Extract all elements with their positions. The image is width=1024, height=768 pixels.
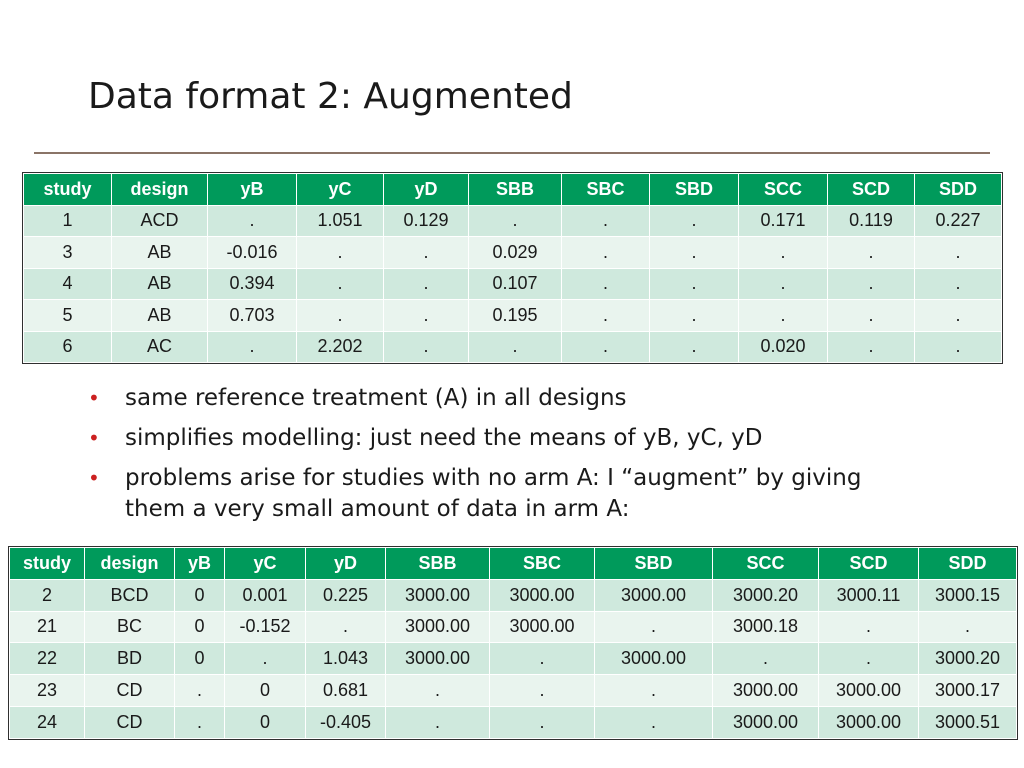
column-header-sbb: SBB (469, 174, 562, 206)
table-cell: . (739, 300, 828, 332)
table-cell: 0.225 (306, 579, 386, 611)
table-cell: 0.227 (915, 205, 1002, 237)
table-cell: . (650, 205, 739, 237)
table-cell: . (650, 300, 739, 332)
table-cell: CD (85, 706, 175, 738)
table-cell: . (828, 300, 915, 332)
table-cell: . (386, 675, 490, 707)
table-cell: AB (112, 300, 208, 332)
column-header-yd: yD (306, 548, 386, 580)
table-cell: BCD (85, 579, 175, 611)
column-header-design: design (112, 174, 208, 206)
table-cell: 0.681 (306, 675, 386, 707)
table-row (24, 237, 1002, 269)
table-cell: 22 (10, 643, 85, 675)
column-header-yc: yC (297, 174, 384, 206)
table-cell: . (595, 706, 713, 738)
column-header-sbc: SBC (562, 174, 650, 206)
table-cell: 1 (24, 205, 112, 237)
column-header-scc: SCC (739, 174, 828, 206)
table-cell: 3000.17 (919, 675, 1017, 707)
table-cell: . (828, 331, 915, 363)
table-cell: . (915, 331, 1002, 363)
table-cell: . (739, 268, 828, 300)
table-cell: . (915, 300, 1002, 332)
table-cell: . (490, 643, 595, 675)
table-cell: BD (85, 643, 175, 675)
augmented-studies-table (9, 547, 1017, 739)
table-row (10, 675, 1017, 707)
table-cell: . (819, 643, 919, 675)
table-cell: 3000.00 (386, 579, 490, 611)
table-cell: . (915, 268, 1002, 300)
table-cell: 0.394 (208, 268, 297, 300)
table-cell: . (490, 706, 595, 738)
table-cell: 0.119 (828, 205, 915, 237)
table-cell: 0 (225, 706, 306, 738)
table-cell: . (713, 643, 819, 675)
table-cell: . (562, 237, 650, 269)
table-cell: 0.703 (208, 300, 297, 332)
column-header-sbd: SBD (595, 548, 713, 580)
column-header-study: study (10, 548, 85, 580)
table-cell: . (650, 237, 739, 269)
table-cell: 0.129 (384, 205, 469, 237)
table-cell: . (919, 611, 1017, 643)
table-cell: 0 (175, 611, 225, 643)
column-header-yd: yD (384, 174, 469, 206)
table-cell: . (297, 237, 384, 269)
table-cell: 3000.00 (819, 706, 919, 738)
column-header-sbc: SBC (490, 548, 595, 580)
table-cell: 0.171 (739, 205, 828, 237)
table-cell: 3000.00 (713, 675, 819, 707)
table-cell: 24 (10, 706, 85, 738)
bullet-text: simplifies modelling: just need the means of yB, yC, yD (125, 425, 763, 451)
table-cell: . (208, 205, 297, 237)
table-cell: 3000.00 (595, 579, 713, 611)
table-cell: 1.051 (297, 205, 384, 237)
table-cell: 3000.00 (819, 675, 919, 707)
table-cell: . (175, 675, 225, 707)
table-cell: . (384, 300, 469, 332)
table-cell: . (828, 268, 915, 300)
table-cell: . (562, 331, 650, 363)
table-cell: 3000.00 (490, 579, 595, 611)
bullet-icon: • (88, 386, 100, 410)
table-cell: AC (112, 331, 208, 363)
bullet-icon: • (88, 466, 100, 490)
column-header-sbd: SBD (650, 174, 739, 206)
table-cell: 6 (24, 331, 112, 363)
table-cell: CD (85, 675, 175, 707)
table-cell: 0.020 (739, 331, 828, 363)
table-cell: AB (112, 268, 208, 300)
table-cell: 3000.00 (595, 643, 713, 675)
table-cell: BC (85, 611, 175, 643)
column-header-yb: yB (175, 548, 225, 580)
table-cell: . (915, 237, 1002, 269)
bullet-item (88, 423, 968, 454)
table-row (24, 268, 1002, 300)
table-cell: 0.195 (469, 300, 562, 332)
table-cell: AB (112, 237, 208, 269)
table-cell: . (469, 205, 562, 237)
table-cell: . (650, 268, 739, 300)
table-cell: . (208, 331, 297, 363)
table-cell: 0.001 (225, 579, 306, 611)
table-cell: 0 (175, 579, 225, 611)
table-cell: 5 (24, 300, 112, 332)
table-cell: . (490, 675, 595, 707)
table-cell: 3000.00 (490, 611, 595, 643)
table-cell: . (386, 706, 490, 738)
table-cell: -0.405 (306, 706, 386, 738)
table-cell: . (562, 300, 650, 332)
table-cell: 2.202 (297, 331, 384, 363)
table-cell: -0.152 (225, 611, 306, 643)
table-cell: 3000.20 (713, 579, 819, 611)
table-cell: . (739, 237, 828, 269)
bullet-item (88, 463, 925, 525)
table-row (24, 205, 1002, 237)
table-cell: . (297, 268, 384, 300)
table-cell: 3000.11 (819, 579, 919, 611)
table-cell: 0 (175, 643, 225, 675)
column-header-scd: SCD (828, 174, 915, 206)
table-row (10, 706, 1017, 738)
column-header-scd: SCD (819, 548, 919, 580)
table-cell: 1.043 (306, 643, 386, 675)
column-header-yb: yB (208, 174, 297, 206)
table-cell: 3000.20 (919, 643, 1017, 675)
table-cell: 3000.15 (919, 579, 1017, 611)
table-cell: 0 (225, 675, 306, 707)
table-cell: . (650, 331, 739, 363)
table-header-row (10, 548, 1017, 580)
title-divider (34, 152, 990, 154)
bullet-list (88, 383, 968, 534)
column-header-design: design (85, 548, 175, 580)
table-cell: . (384, 268, 469, 300)
table-cell: 3000.00 (713, 706, 819, 738)
table-cell: 3000.51 (919, 706, 1017, 738)
table-cell: . (562, 205, 650, 237)
table-row (10, 643, 1017, 675)
bullet-text: same reference treatment (A) in all designs (125, 385, 627, 411)
table-row (10, 579, 1017, 611)
bullet-icon: • (88, 426, 100, 450)
column-header-sdd: SDD (915, 174, 1002, 206)
table-cell: 4 (24, 268, 112, 300)
studies-table (23, 173, 1002, 363)
table-cell: 2 (10, 579, 85, 611)
table-cell: . (595, 611, 713, 643)
table-cell: 3000.00 (386, 643, 490, 675)
slide-title: Data format 2: Augmented (88, 76, 573, 117)
column-header-scc: SCC (713, 548, 819, 580)
bullet-text: problems arise for studies with no arm A: I “augment” by giving them a very small amount of data in arm A: (125, 465, 862, 522)
table-row (24, 300, 1002, 332)
column-header-yc: yC (225, 548, 306, 580)
table-cell: . (297, 300, 384, 332)
column-header-study: study (24, 174, 112, 206)
table-row (24, 331, 1002, 363)
table-cell: . (306, 611, 386, 643)
table-cell: . (225, 643, 306, 675)
table-cell: . (384, 331, 469, 363)
table-cell: . (819, 611, 919, 643)
table-cell: . (384, 237, 469, 269)
table-cell: -0.016 (208, 237, 297, 269)
table-cell: 0.029 (469, 237, 562, 269)
table-cell: 23 (10, 675, 85, 707)
table-cell: 0.107 (469, 268, 562, 300)
column-header-sdd: SDD (919, 548, 1017, 580)
table-cell: 3000.00 (386, 611, 490, 643)
table-cell: . (175, 706, 225, 738)
table-cell: . (595, 675, 713, 707)
table-cell: . (828, 237, 915, 269)
table-cell: . (469, 331, 562, 363)
table-header-row (24, 174, 1002, 206)
table-cell: 3 (24, 237, 112, 269)
table-cell: . (562, 268, 650, 300)
column-header-sbb: SBB (386, 548, 490, 580)
bullet-item (88, 383, 968, 414)
table-row (10, 611, 1017, 643)
table-cell: 21 (10, 611, 85, 643)
table-cell: 3000.18 (713, 611, 819, 643)
table-cell: ACD (112, 205, 208, 237)
